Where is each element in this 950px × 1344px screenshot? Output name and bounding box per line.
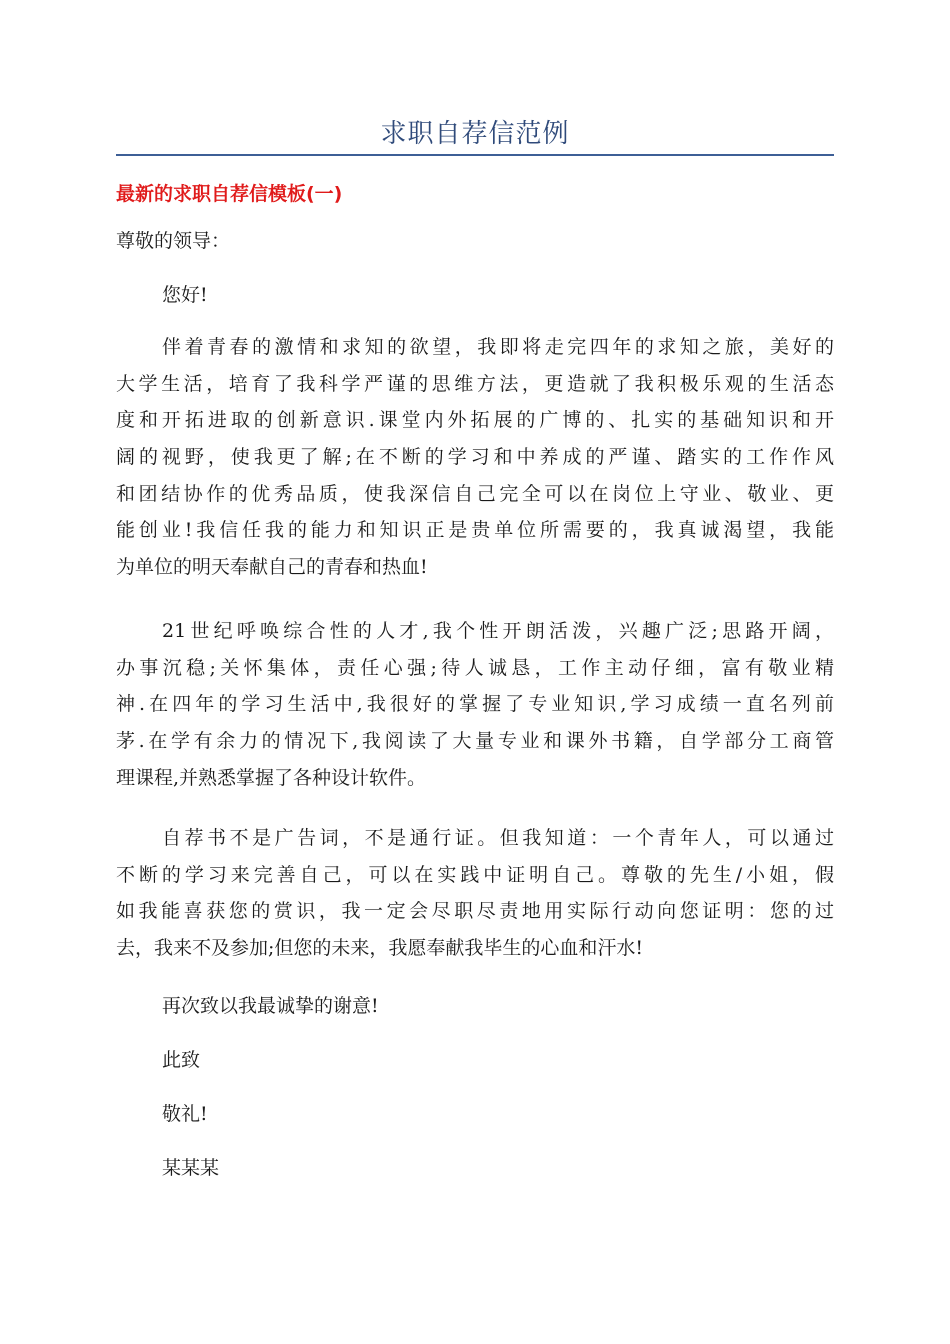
closing-line-2: 敬礼! [162, 1103, 208, 1125]
paragraph-line: 自荐书不是广告词，不是通行证。但我知道：一个青年人，可以通过 [162, 827, 834, 849]
paragraph-line: 和团结协作的优秀品质，使我深信自己完全可以在岗位上守业、敬业、更 [116, 482, 834, 505]
document-title: 求职自荐信范例 [380, 119, 570, 149]
paragraph-line: 茅.在学有余力的情况下,我阅读了大量专业和课外书籍，自学部分工商管 [116, 730, 834, 753]
paragraph-1 [116, 329, 834, 586]
greeting: 您好! [162, 284, 208, 306]
paragraph-line: 21世纪呼唤综合性的人才,我个性开朗活泼，兴趣广泛;思路开阔， [162, 620, 834, 642]
paragraph-line: 大学生活，培育了我科学严谨的思维方法，更造就了我积极乐观的生活态 [116, 372, 834, 395]
signature: 某某某 [162, 1157, 220, 1179]
section-heading: 最新的求职自荐信模板(一) [116, 183, 343, 205]
title-underline [116, 154, 834, 156]
paragraph-line: 伴着青春的激情和求知的欲望，我即将走完四年的求知之旅，美好的 [162, 336, 834, 358]
salutation: 尊敬的领导： [116, 230, 231, 252]
paragraph-line: 理课程,并熟悉掌握了各种设计软件。 [116, 766, 427, 789]
paragraph-line: 办事沉稳;关怀集体，责任心强;待人诚恳，工作主动仔细，富有敬业精 [116, 656, 834, 679]
paragraph-line: 神.在四年的学习生活中,我很好的掌握了专业知识,学习成绩一直名列前 [116, 693, 834, 716]
closing-line-1: 此致 [162, 1049, 201, 1071]
paragraph-line: 如我能喜获您的赏识，我一定会尽职尽责地用实际行动向您证明：您的过 [116, 900, 834, 923]
thanks-line: 再次致以我最诚挚的谢意! [162, 995, 379, 1017]
paragraph-2 [116, 613, 834, 796]
paragraph-line: 能创业!我信任我的能力和知识正是贵单位所需要的，我真诚渴望，我能 [116, 519, 834, 542]
paragraph-line: 去，我来不及参加;但您的未来，我愿奉献我毕生的心血和汗水! [116, 937, 644, 960]
paragraph-3 [116, 820, 834, 967]
paragraph-line: 度和开拓进取的创新意识.课堂内外拓展的广博的、扎实的基础知识和开 [116, 409, 834, 432]
paragraph-line: 为单位的明天奉献自己的青春和热血! [116, 556, 428, 579]
paragraph-line: 不断的学习来完善自己，可以在实践中证明自己。尊敬的先生/小姐，假 [116, 863, 834, 886]
paragraph-line: 阔的视野，使我更了解;在不断的学习和中养成的严谨、踏实的工作作风 [116, 446, 834, 469]
